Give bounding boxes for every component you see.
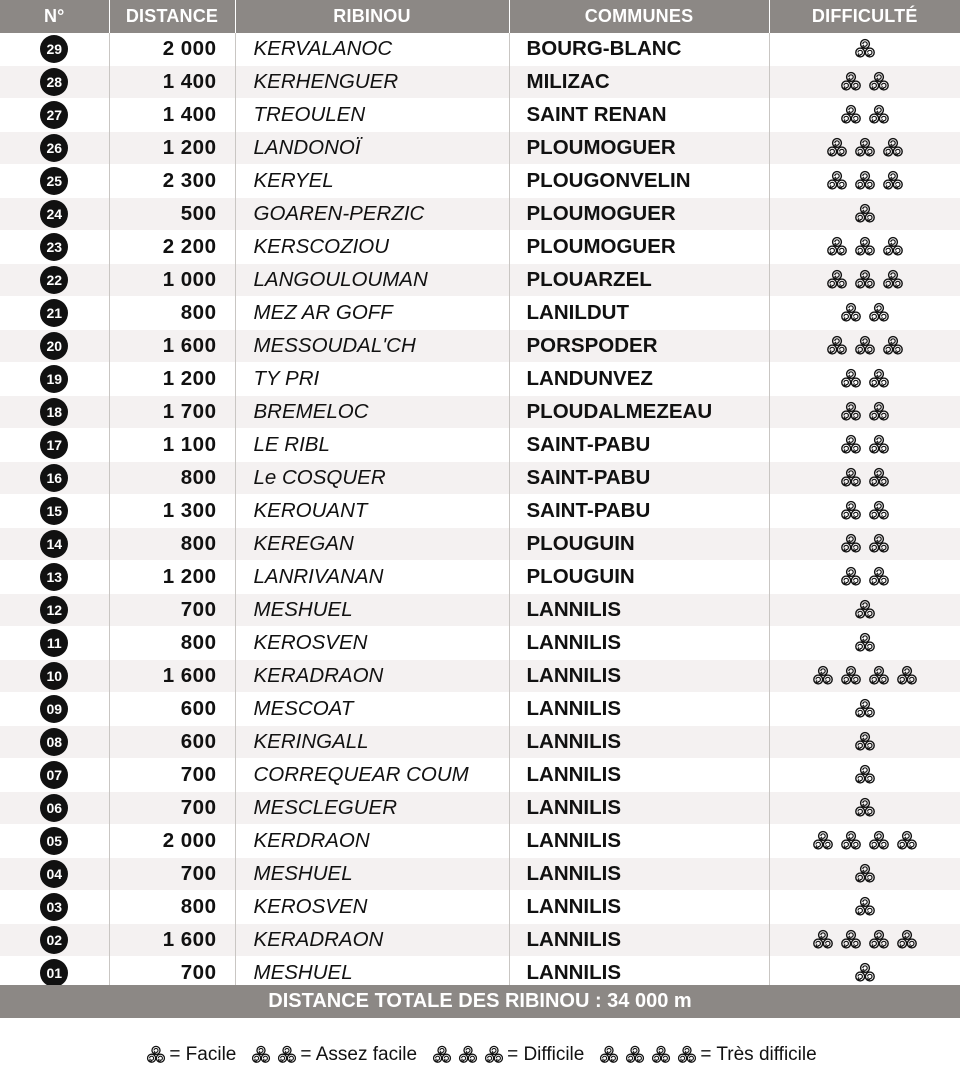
- triskell-icon: [839, 565, 863, 589]
- cell-ribinou: LANDONOÏ: [235, 132, 509, 165]
- number-badge: 19: [40, 365, 68, 393]
- cell-commune: LANNILIS: [509, 627, 769, 660]
- number-badge: 07: [40, 761, 68, 789]
- number-badge: 15: [40, 497, 68, 525]
- cell-num: [0, 792, 109, 825]
- triskell-icon: [867, 532, 891, 556]
- triskell-icon: [853, 895, 877, 919]
- cell-num: [0, 396, 109, 429]
- triskell-icon: [853, 598, 877, 622]
- number-badge: 04: [40, 860, 68, 888]
- triskell-icon: [895, 829, 919, 853]
- cell-difficulty: [769, 792, 960, 825]
- cell-num: [0, 231, 109, 264]
- cell-ribinou: Le COSQUER: [235, 462, 509, 495]
- cell-ribinou: KERADRAON: [235, 660, 509, 693]
- cell-distance: 1 700: [109, 396, 235, 429]
- triskell-icon: [483, 1044, 505, 1066]
- triskell-icon: [811, 928, 835, 952]
- triskell-icon: [839, 70, 863, 94]
- cell-difficulty: [769, 858, 960, 891]
- cell-ribinou: MESHUEL: [235, 957, 509, 990]
- cell-commune: LANNILIS: [509, 693, 769, 726]
- cell-distance: 1 400: [109, 66, 235, 99]
- cell-difficulty: [769, 99, 960, 132]
- triskell-icon: [825, 268, 849, 292]
- cell-num: [0, 66, 109, 99]
- triskell-icon: [881, 268, 905, 292]
- cell-difficulty: [769, 528, 960, 561]
- triskell-icon: [811, 829, 835, 853]
- table-row: [0, 627, 960, 660]
- cell-distance: 700: [109, 858, 235, 891]
- table-row: [0, 891, 960, 924]
- triskell-icon: [867, 433, 891, 457]
- cell-commune: LANNILIS: [509, 759, 769, 792]
- legend-label: = Assez facile: [300, 1044, 418, 1065]
- number-badge: 18: [40, 398, 68, 426]
- table-row: [0, 231, 960, 264]
- cell-commune: LANNILIS: [509, 660, 769, 693]
- cell-ribinou: KEREGAN: [235, 528, 509, 561]
- triskell-icon: [867, 565, 891, 589]
- triskell-icon: [853, 169, 877, 193]
- cell-num: [0, 99, 109, 132]
- cell-difficulty: [769, 561, 960, 594]
- triskell-icon: [839, 400, 863, 424]
- cell-difficulty: [769, 429, 960, 462]
- header-num: N°: [0, 0, 109, 33]
- number-badge: 12: [40, 596, 68, 624]
- cell-distance: 1 100: [109, 429, 235, 462]
- cell-num: [0, 264, 109, 297]
- table-row: [0, 693, 960, 726]
- triskell-icon: [881, 136, 905, 160]
- triskell-icon: [853, 268, 877, 292]
- number-badge: 28: [40, 68, 68, 96]
- cell-difficulty: [769, 66, 960, 99]
- legend-label: = Facile: [169, 1044, 237, 1065]
- triskell-icon: [457, 1044, 479, 1066]
- table-row: [0, 792, 960, 825]
- triskell-icon: [895, 928, 919, 952]
- triskell-icon: [867, 301, 891, 325]
- number-badge: 08: [40, 728, 68, 756]
- cell-num: [0, 495, 109, 528]
- cell-distance: 2 000: [109, 33, 235, 66]
- cell-difficulty: [769, 132, 960, 165]
- cell-ribinou: LANGOULOUMAN: [235, 264, 509, 297]
- table-row: [0, 363, 960, 396]
- triskell-icon: [881, 169, 905, 193]
- table-row: [0, 660, 960, 693]
- triskell-icon: [853, 697, 877, 721]
- cell-num: [0, 165, 109, 198]
- table-row: [0, 99, 960, 132]
- triskell-icon: [839, 928, 863, 952]
- cell-num: [0, 528, 109, 561]
- cell-distance: 800: [109, 627, 235, 660]
- table-row: [0, 66, 960, 99]
- cell-ribinou: KEROSVEN: [235, 627, 509, 660]
- table-row: [0, 759, 960, 792]
- triskell-icon: [867, 664, 891, 688]
- cell-difficulty: [769, 231, 960, 264]
- legend-item: [248, 1044, 417, 1066]
- triskell-icon: [881, 334, 905, 358]
- cell-distance: 2 300: [109, 165, 235, 198]
- cell-num: [0, 858, 109, 891]
- cell-distance: 800: [109, 462, 235, 495]
- cell-distance: 1 000: [109, 264, 235, 297]
- cell-ribinou: LANRIVANAN: [235, 561, 509, 594]
- triskell-icon: [839, 532, 863, 556]
- cell-num: [0, 759, 109, 792]
- triskell-icon: [839, 499, 863, 523]
- cell-commune: PORSPODER: [509, 330, 769, 363]
- triskell-icon: [145, 1044, 167, 1066]
- cell-difficulty: [769, 924, 960, 957]
- legend-label: = Difficile: [507, 1044, 585, 1065]
- table-row: [0, 561, 960, 594]
- triskell-icon: [839, 829, 863, 853]
- cell-commune: BOURG-BLANC: [509, 33, 769, 66]
- cell-num: [0, 330, 109, 363]
- triskell-icon: [650, 1044, 672, 1066]
- cell-distance: 1 600: [109, 924, 235, 957]
- cell-commune: SAINT-PABU: [509, 495, 769, 528]
- header-communes: COMMUNES: [509, 0, 769, 33]
- table-body: [0, 33, 960, 990]
- cell-ribinou: GOAREN-PERZIC: [235, 198, 509, 231]
- cell-num: [0, 462, 109, 495]
- triskell-icon: [825, 169, 849, 193]
- cell-ribinou: KEROUANT: [235, 495, 509, 528]
- legend-item: [143, 1044, 236, 1066]
- number-badge: 01: [40, 959, 68, 987]
- triskell-icon: [853, 862, 877, 886]
- cell-num: [0, 693, 109, 726]
- table-row: [0, 462, 960, 495]
- cell-difficulty: [769, 759, 960, 792]
- table-row: [0, 132, 960, 165]
- cell-commune: LANDUNVEZ: [509, 363, 769, 396]
- cell-ribinou: LE RIBL: [235, 429, 509, 462]
- number-badge: 26: [40, 134, 68, 162]
- triskell-icon: [853, 763, 877, 787]
- cell-difficulty: [769, 693, 960, 726]
- cell-difficulty: [769, 825, 960, 858]
- table-row: [0, 858, 960, 891]
- triskell-icon: [624, 1044, 646, 1066]
- cell-ribinou: CORREQUEAR COUM: [235, 759, 509, 792]
- cell-difficulty: [769, 330, 960, 363]
- triskell-icon: [839, 367, 863, 391]
- table-row: [0, 495, 960, 528]
- table-row: [0, 33, 960, 66]
- cell-commune: PLOUMOGUER: [509, 231, 769, 264]
- triskell-icon: [598, 1044, 620, 1066]
- number-badge: 02: [40, 926, 68, 954]
- cell-ribinou: MESHUEL: [235, 858, 509, 891]
- cell-ribinou: MESCLEGUER: [235, 792, 509, 825]
- triskell-icon: [839, 103, 863, 127]
- difficulty-legend: [0, 1044, 960, 1074]
- table-row: [0, 396, 960, 429]
- triskell-icon: [839, 301, 863, 325]
- cell-num: [0, 429, 109, 462]
- cell-commune: LANNILIS: [509, 594, 769, 627]
- legend-item: [429, 1044, 584, 1066]
- cell-ribinou: MESCOAT: [235, 693, 509, 726]
- triskell-icon: [853, 961, 877, 985]
- triskell-icon: [895, 664, 919, 688]
- triskell-icon: [867, 103, 891, 127]
- cell-ribinou: KERADRAON: [235, 924, 509, 957]
- cell-num: [0, 198, 109, 231]
- cell-ribinou: KERHENGUER: [235, 66, 509, 99]
- cell-num: [0, 561, 109, 594]
- triskell-icon: [867, 367, 891, 391]
- triskell-icon: [825, 136, 849, 160]
- cell-distance: 600: [109, 726, 235, 759]
- triskell-icon: [853, 136, 877, 160]
- number-badge: 25: [40, 167, 68, 195]
- number-badge: 22: [40, 266, 68, 294]
- legend-label: = Très difficile: [700, 1044, 817, 1065]
- cell-commune: LANNILIS: [509, 726, 769, 759]
- cell-difficulty: [769, 297, 960, 330]
- number-badge: 29: [40, 35, 68, 63]
- header-difficulte: DIFFICULTÉ: [769, 0, 960, 33]
- cell-ribinou: KERINGALL: [235, 726, 509, 759]
- cell-commune: LANNILIS: [509, 924, 769, 957]
- cell-num: [0, 33, 109, 66]
- cell-ribinou: KERSCOZIOU: [235, 231, 509, 264]
- cell-commune: PLOUMOGUER: [509, 132, 769, 165]
- table-header: [0, 0, 960, 33]
- number-badge: 21: [40, 299, 68, 327]
- triskell-icon: [853, 334, 877, 358]
- cell-num: [0, 594, 109, 627]
- cell-difficulty: [769, 594, 960, 627]
- number-badge: 23: [40, 233, 68, 261]
- cell-difficulty: [769, 363, 960, 396]
- number-badge: 20: [40, 332, 68, 360]
- triskell-icon: [825, 235, 849, 259]
- cell-num: [0, 627, 109, 660]
- cell-distance: 700: [109, 759, 235, 792]
- cell-distance: 700: [109, 594, 235, 627]
- cell-ribinou: KERYEL: [235, 165, 509, 198]
- cell-commune: SAINT-PABU: [509, 462, 769, 495]
- header-ribinou: RIBINOU: [235, 0, 509, 33]
- total-distance-bar: DISTANCE TOTALE DES RIBINOU : 34 000 m: [0, 985, 960, 1018]
- cell-difficulty: [769, 891, 960, 924]
- triskell-icon: [867, 70, 891, 94]
- triskell-icon: [867, 400, 891, 424]
- cell-commune: LANNILIS: [509, 858, 769, 891]
- triskell-icon: [839, 664, 863, 688]
- cell-num: [0, 363, 109, 396]
- cell-num: [0, 825, 109, 858]
- cell-commune: LANILDUT: [509, 297, 769, 330]
- triskell-icon: [853, 631, 877, 655]
- number-badge: 09: [40, 695, 68, 723]
- cell-distance: 700: [109, 792, 235, 825]
- cell-distance: 800: [109, 297, 235, 330]
- table-row: [0, 264, 960, 297]
- cell-commune: LANNILIS: [509, 825, 769, 858]
- cell-commune: LANNILIS: [509, 957, 769, 990]
- number-badge: 05: [40, 827, 68, 855]
- cell-difficulty: [769, 660, 960, 693]
- number-badge: 14: [40, 530, 68, 558]
- cell-distance: 2 200: [109, 231, 235, 264]
- triskell-icon: [676, 1044, 698, 1066]
- cell-distance: 800: [109, 891, 235, 924]
- triskell-icon: [853, 730, 877, 754]
- cell-commune: MILIZAC: [509, 66, 769, 99]
- number-badge: 03: [40, 893, 68, 921]
- number-badge: 06: [40, 794, 68, 822]
- cell-ribinou: TREOULEN: [235, 99, 509, 132]
- triskell-icon: [825, 334, 849, 358]
- cell-distance: 800: [109, 528, 235, 561]
- cell-num: [0, 726, 109, 759]
- number-badge: 27: [40, 101, 68, 129]
- cell-difficulty: [769, 165, 960, 198]
- cell-commune: PLOUMOGUER: [509, 198, 769, 231]
- cell-ribinou: KERDRAON: [235, 825, 509, 858]
- cell-distance: 1 300: [109, 495, 235, 528]
- triskell-icon: [853, 37, 877, 61]
- triskell-icon: [853, 202, 877, 226]
- table-row: [0, 924, 960, 957]
- cell-commune: PLOUGUIN: [509, 528, 769, 561]
- triskell-icon: [839, 466, 863, 490]
- cell-difficulty: [769, 264, 960, 297]
- cell-commune: LANNILIS: [509, 891, 769, 924]
- cell-commune: LANNILIS: [509, 792, 769, 825]
- table-row: [0, 198, 960, 231]
- cell-distance: 1 200: [109, 561, 235, 594]
- cell-distance: 600: [109, 693, 235, 726]
- number-badge: 10: [40, 662, 68, 690]
- table-row: [0, 429, 960, 462]
- number-badge: 24: [40, 200, 68, 228]
- triskell-icon: [431, 1044, 453, 1066]
- cell-ribinou: BREMELOC: [235, 396, 509, 429]
- cell-distance: 1 600: [109, 660, 235, 693]
- number-badge: 17: [40, 431, 68, 459]
- cell-difficulty: [769, 198, 960, 231]
- cell-ribinou: MEZ AR GOFF: [235, 297, 509, 330]
- triskell-icon: [853, 796, 877, 820]
- cell-commune: PLOUARZEL: [509, 264, 769, 297]
- cell-difficulty: [769, 726, 960, 759]
- cell-distance: 2 000: [109, 825, 235, 858]
- cell-ribinou: KERVALANOC: [235, 33, 509, 66]
- cell-difficulty: [769, 462, 960, 495]
- triskell-icon: [867, 466, 891, 490]
- number-badge: 11: [40, 629, 68, 657]
- cell-ribinou: KEROSVEN: [235, 891, 509, 924]
- cell-distance: 1 200: [109, 132, 235, 165]
- cell-distance: 1 200: [109, 363, 235, 396]
- table-row: [0, 528, 960, 561]
- triskell-icon: [250, 1044, 272, 1066]
- legend-item: [596, 1044, 816, 1066]
- cell-difficulty: [769, 627, 960, 660]
- cell-num: [0, 297, 109, 330]
- number-badge: 13: [40, 563, 68, 591]
- cell-distance: 1 600: [109, 330, 235, 363]
- cell-commune: PLOUDALMEZEAU: [509, 396, 769, 429]
- table-row: [0, 297, 960, 330]
- triskell-icon: [867, 829, 891, 853]
- triskell-icon: [276, 1044, 298, 1066]
- cell-ribinou: MESSOUDAL'CH: [235, 330, 509, 363]
- cell-num: [0, 660, 109, 693]
- cell-commune: SAINT RENAN: [509, 99, 769, 132]
- triskell-icon: [881, 235, 905, 259]
- table-row: [0, 330, 960, 363]
- cell-commune: SAINT-PABU: [509, 429, 769, 462]
- triskell-icon: [867, 928, 891, 952]
- cell-distance: 1 400: [109, 99, 235, 132]
- cell-ribinou: MESHUEL: [235, 594, 509, 627]
- cell-distance: 700: [109, 957, 235, 990]
- cell-num: [0, 891, 109, 924]
- table-row: [0, 594, 960, 627]
- cell-difficulty: [769, 33, 960, 66]
- cell-num: [0, 132, 109, 165]
- triskell-icon: [853, 235, 877, 259]
- table-row: [0, 165, 960, 198]
- cell-difficulty: [769, 495, 960, 528]
- triskell-icon: [839, 433, 863, 457]
- cell-num: [0, 924, 109, 957]
- cell-distance: 500: [109, 198, 235, 231]
- table-row: [0, 726, 960, 759]
- cell-ribinou: TY PRI: [235, 363, 509, 396]
- triskell-icon: [867, 499, 891, 523]
- cell-commune: PLOUGUIN: [509, 561, 769, 594]
- number-badge: 16: [40, 464, 68, 492]
- table-row: [0, 825, 960, 858]
- cell-commune: PLOUGONVELIN: [509, 165, 769, 198]
- triskell-icon: [811, 664, 835, 688]
- header-distance: DISTANCE: [109, 0, 235, 33]
- cell-difficulty: [769, 396, 960, 429]
